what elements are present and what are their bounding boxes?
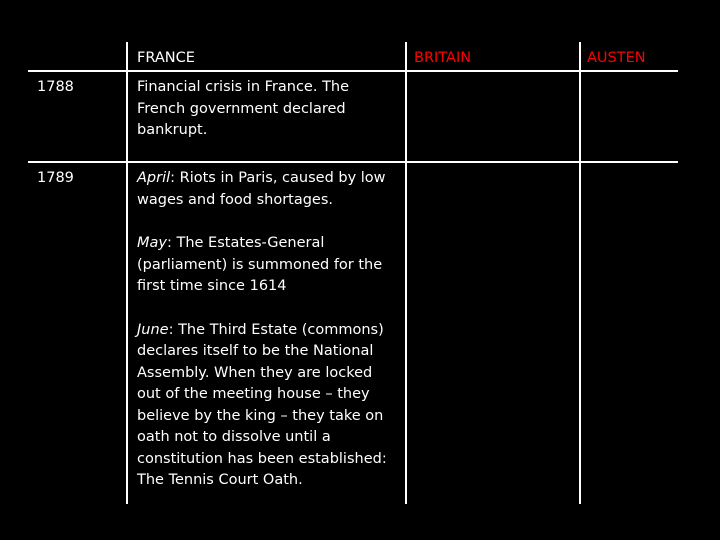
entry-text-april: : Riots in Paris, caused by low wages and food shortages. [137,170,386,208]
france-entry-text: Financial crisis in France. The French government declared bankrupt. [137,79,350,138]
entry-month-june: June [137,321,169,338]
france-entry-june [137,320,399,492]
header-austen: AUSTEN [587,50,646,66]
header-france: FRANCE [137,50,195,66]
entry-text-may: : The Estates-General (parliament) is summoned for the first time since 1614 [137,235,383,294]
entry-text-june: : The Third Estate (commons) declares itself to be the National Assembly. When they are locked out of the meeting house – they believe by the king – they take on oath not to dissolve until a constitution has been established: The Tennis Court Oath. [137,321,387,488]
column-divider-britain [405,42,407,504]
row-1788-france-cell [137,77,399,142]
column-divider-france [126,42,128,504]
entry-month-april: April [137,170,171,186]
column-divider-austen [579,42,581,504]
entry-month-may: May [137,235,167,251]
row-1789-france-cell [137,168,399,492]
france-entry [137,77,399,142]
header-britain: BRITAIN [414,50,472,66]
france-entry-may [137,233,399,298]
row-year-1789: 1789 [37,170,74,186]
row-year-1788: 1788 [37,79,74,95]
france-entry-april [137,168,399,211]
